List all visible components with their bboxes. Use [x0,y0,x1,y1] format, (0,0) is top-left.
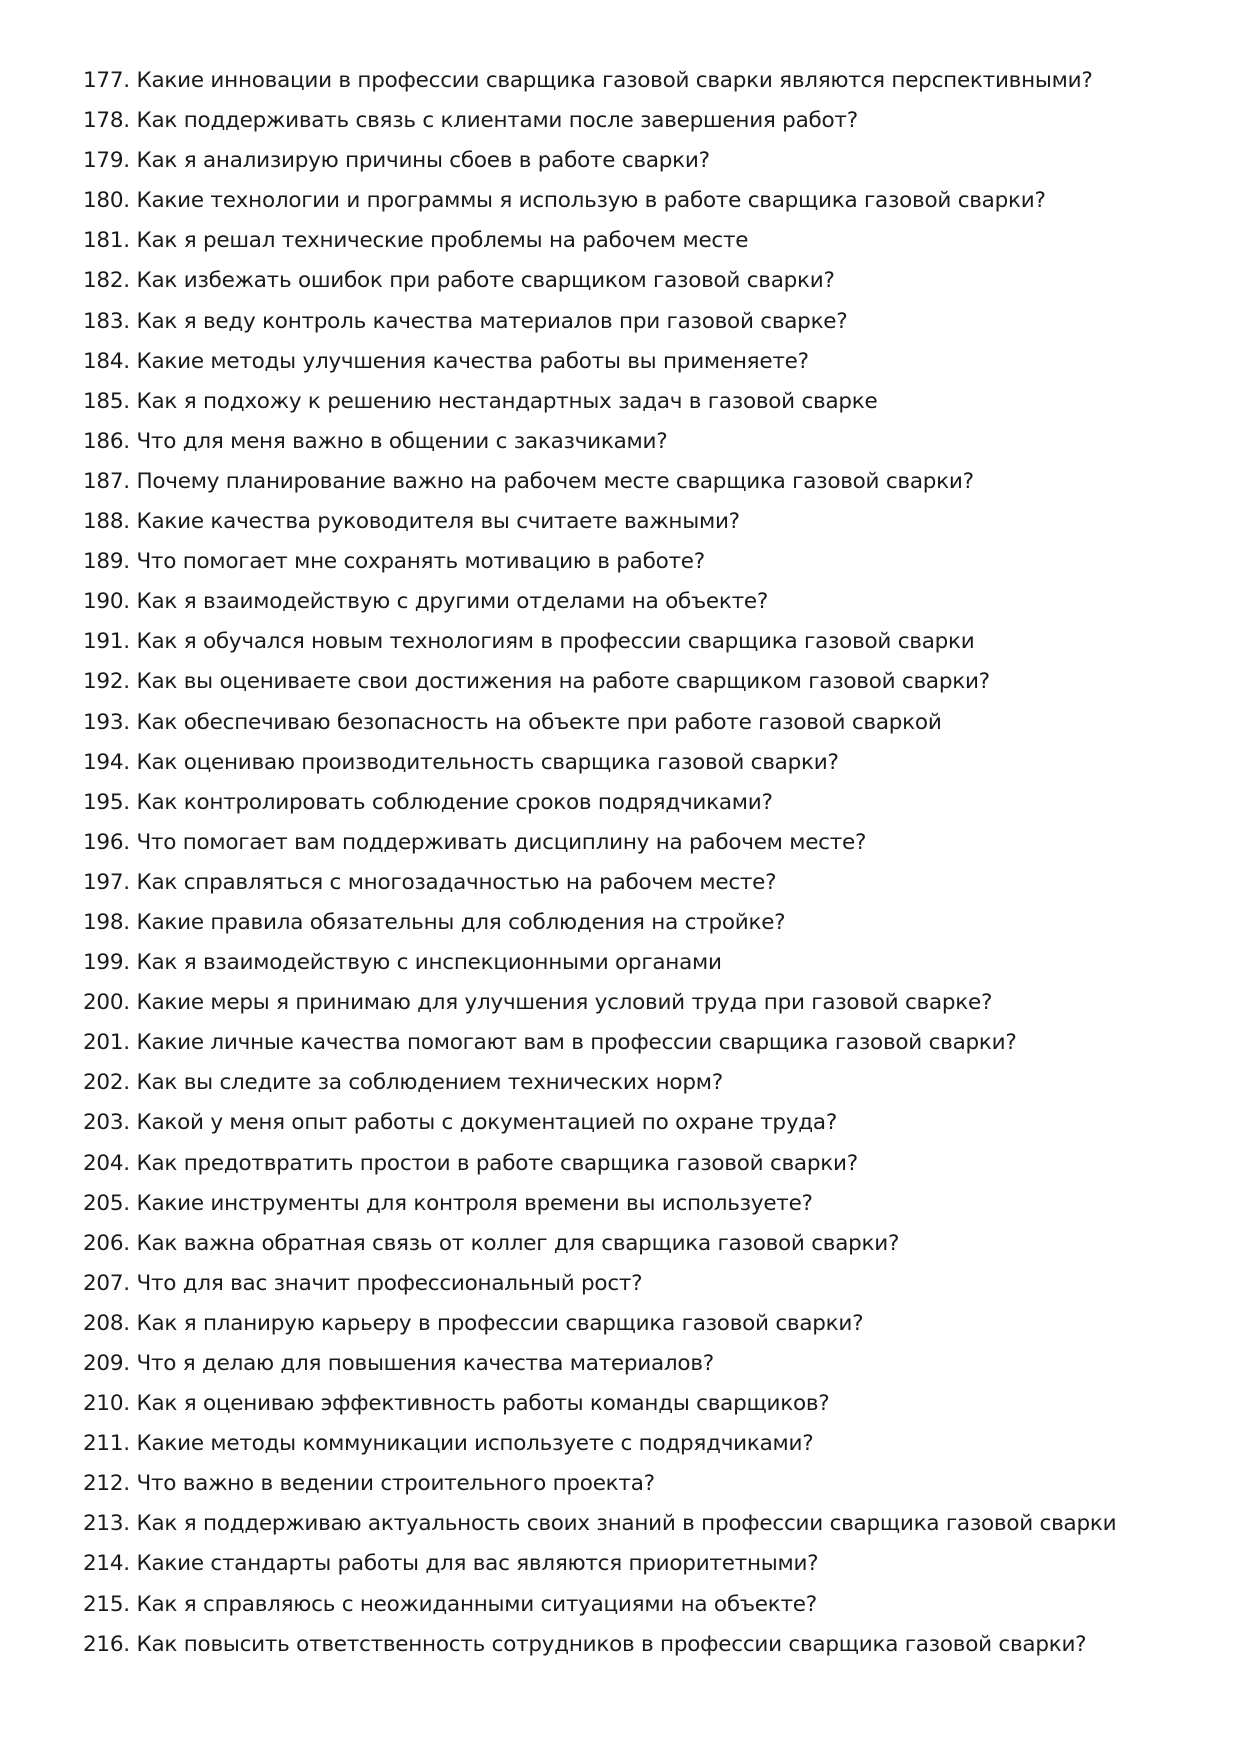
list-item [83,903,1183,943]
list-item [83,542,1183,582]
list-item [83,1585,1183,1625]
question-text: Какие инновации в профессии сварщика газовой сварки являются перспективными? [136,68,1093,93]
list-item [83,1063,1183,1103]
question-list [83,61,1183,1665]
question-text: Как предотвратить простои в работе сварщика газовой сварки? [136,1150,858,1176]
question-text: Как справляться с многозадачностью на рабочем месте? [136,869,777,895]
question-number: 196. [83,829,130,855]
question-number: 201. [83,1030,130,1056]
question-number: 211. [83,1431,130,1457]
question-text: Как я подхожу к решению нестандартных задач в газовой сварке [136,388,878,414]
list-item [83,422,1183,462]
question-text: Как поддерживать связь с клиентами после завершения работ? [136,108,858,134]
question-number: 179. [83,148,130,174]
list-item [83,61,1183,101]
question-text: Как повысить ответственность сотрудников в профессии сварщика газовой сварки? [136,1631,1087,1657]
question-number: 198. [83,909,130,935]
question-text: Какие меры я принимаю для улучшения условий труда при газовой сварке? [136,990,993,1016]
question-number: 192. [83,669,130,695]
list-item [83,783,1183,823]
question-text: Что для вас значит профессиональный рост? [136,1270,643,1296]
list-item [83,342,1183,382]
question-number: 209. [83,1351,130,1376]
list-item [83,1144,1183,1184]
list-item [83,1625,1183,1665]
question-number: 188. [83,509,130,535]
list-item [83,181,1183,221]
question-text: Какие качества руководителя вы считаете важными? [136,509,740,535]
question-number: 195. [83,789,130,815]
question-number: 205. [83,1190,130,1216]
list-item [83,983,1183,1023]
question-text: Что помогает мне сохранять мотивацию в работе? [136,549,705,575]
list-item [83,1464,1183,1504]
list-item [83,1304,1183,1344]
list-item [83,382,1183,422]
list-item [83,823,1183,863]
question-number: 178. [83,108,130,134]
question-text: Как избежать ошибок при работе сварщиком газовой сварки? [136,268,835,294]
question-text: Как контролировать соблюдение сроков подрядчиками? [136,789,773,815]
question-number: 207. [83,1270,130,1296]
question-text: Как вы следите за соблюдением технических норм? [136,1070,723,1096]
list-item [83,1264,1183,1304]
list-item [83,1344,1183,1384]
question-text: Как я обучался новым технологиям в профессии сварщика газовой сварки [136,629,975,655]
question-text: Как я справляюсь с неожиданными ситуациями на объекте? [136,1591,817,1617]
question-text: Какие правила обязательны для соблюдения на стройке? [136,909,786,935]
question-text: Что я делаю для повышения качества материалов? [136,1351,714,1376]
question-number: 183. [83,308,130,334]
question-number: 186. [83,428,130,454]
question-number: 199. [83,950,130,976]
question-text: Как я планирую карьеру в профессии сварщика газовой сварки? [136,1310,864,1336]
list-item [83,1184,1183,1224]
list-item [83,101,1183,141]
question-text: Как я взаимодействую с другими отделами на объекте? [136,589,769,615]
question-text: Какие технологии и программы я использую в работе сварщика газовой сварки? [136,188,1046,214]
question-number: 216. [83,1631,130,1657]
list-item [83,261,1183,301]
question-number: 181. [83,228,130,254]
list-item [83,1384,1183,1424]
question-text: Как важна обратная связь от коллег для сварщика газовой сварки? [136,1230,900,1256]
list-item [83,1424,1183,1464]
list-item [83,1224,1183,1264]
list-item [83,703,1183,743]
list-item [83,1023,1183,1063]
question-text: Как я поддерживаю актуальность своих знаний в профессии сварщика газовой сварки [136,1511,1117,1537]
list-item [83,743,1183,783]
question-number: 189. [83,549,130,575]
list-item [83,221,1183,261]
question-text: Какой у меня опыт работы с документацией по охране труда? [136,1110,837,1136]
question-text: Какие методы улучшения качества работы вы применяете? [136,348,809,374]
question-number: 200. [83,990,130,1016]
question-number: 182. [83,268,130,294]
question-number: 212. [83,1471,130,1497]
question-number: 202. [83,1070,130,1096]
question-number: 184. [83,348,130,374]
question-number: 187. [83,468,130,494]
question-number: 177. [83,68,130,93]
question-text: Что помогает вам поддерживать дисциплину на рабочем месте? [136,829,867,855]
list-item [83,502,1183,542]
question-number: 213. [83,1511,130,1537]
question-number: 214. [83,1551,130,1577]
question-number: 185. [83,388,130,414]
question-text: Как обеспечиваю безопасность на объекте при работе газовой сваркой [136,709,942,735]
question-text: Какие стандарты работы для вас являются приоритетными? [136,1551,819,1577]
question-number: 193. [83,709,130,735]
question-text: Какие методы коммуникации используете с подрядчиками? [136,1431,814,1457]
question-number: 190. [83,589,130,615]
list-item [83,943,1183,983]
list-item [83,141,1183,181]
question-text: Что для меня важно в общении с заказчиками? [136,428,668,454]
question-text: Как я веду контроль качества материалов при газовой сварке? [136,308,848,334]
list-item [83,1544,1183,1584]
question-text: Как я анализирую причины сбоев в работе сварки? [136,148,710,174]
question-number: 203. [83,1110,130,1136]
question-number: 206. [83,1230,130,1256]
list-item [83,662,1183,702]
question-text: Как вы оцениваете свои достижения на работе сварщиком газовой сварки? [136,669,990,695]
list-item [83,462,1183,502]
question-number: 180. [83,188,130,214]
question-number: 210. [83,1391,130,1417]
question-text: Какие инструменты для контроля времени вы используете? [136,1190,813,1216]
question-number: 197. [83,869,130,895]
question-number: 194. [83,749,130,775]
question-text: Какие личные качества помогают вам в профессии сварщика газовой сварки? [136,1030,1017,1056]
question-text: Как оцениваю производительность сварщика газовой сварки? [136,749,839,775]
list-item [83,582,1183,622]
question-text: Как я решал технические проблемы на рабочем месте [136,228,749,254]
question-number: 215. [83,1591,130,1617]
list-item [83,1504,1183,1544]
question-text: Как я оцениваю эффективность работы команды сварщиков? [136,1391,830,1417]
question-number: 208. [83,1310,130,1336]
list-item [83,1103,1183,1143]
question-text: Почему планирование важно на рабочем месте сварщика газовой сварки? [136,468,974,494]
list-item [83,622,1183,662]
question-text: Как я взаимодействую с инспекционными органами [136,950,722,976]
list-item [83,302,1183,342]
question-number: 191. [83,629,130,655]
question-text: Что важно в ведении строительного проекта? [136,1471,655,1497]
question-number: 204. [83,1150,130,1176]
list-item [83,863,1183,903]
